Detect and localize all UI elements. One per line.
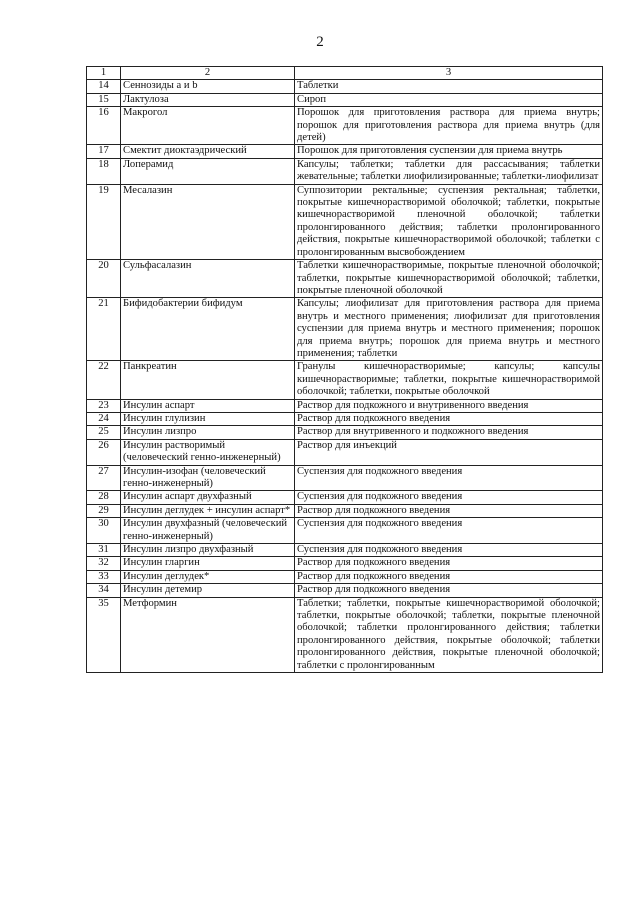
row-number: 21 (87, 298, 121, 361)
dosage-form: Таблетки (295, 80, 603, 93)
drug-name: Инсулин деглудек* (121, 570, 295, 583)
row-number: 30 (87, 518, 121, 544)
drug-name: Сульфасалазин (121, 260, 295, 298)
table-row (87, 518, 603, 544)
dosage-form: Таблетки кишечнорастворимые, покрытые пленочной оболочкой; таблетки, покрытые кишечнорастворимой оболочкой; таблетки, покрытые пленочной оболочкой (295, 260, 603, 298)
drug-name: Смектит диоктаэдрический (121, 145, 295, 158)
dosage-form: Капсулы; таблетки; таблетки для рассасывания; таблетки жевательные; таблетки лиофилизированные; таблетки-лиофилизат (295, 158, 603, 184)
drug-name: Инсулин детемир (121, 584, 295, 597)
table-row (87, 584, 603, 597)
row-number: 25 (87, 426, 121, 439)
table-row (87, 298, 603, 361)
table-row (87, 361, 603, 399)
dosage-form: Порошок для приготовления суспензии для приема внутрь (295, 145, 603, 158)
row-number: 22 (87, 361, 121, 399)
dosage-form: Суспензия для подкожного введения (295, 465, 603, 491)
header-row (87, 67, 603, 80)
dosage-form: Таблетки; таблетки, покрытые кишечнорастворимой оболочкой; таблетки, покрытые оболочкой; таблетки, покрытые пленочной оболочкой; таблетки пролонгированного действия; таблетки пролонгированного действия, покрытые оболочкой; таблетки пролонгированного действия, покрытые пленочной оболочкой; таблетки с пролонгированным (295, 597, 603, 672)
drug-name: Макрогол (121, 107, 295, 145)
row-number: 20 (87, 260, 121, 298)
drug-name: Инсулин лизпро двухфазный (121, 544, 295, 557)
dosage-form: Капсулы; лиофилизат для приготовления раствора для приема внутрь и местного применения; лиофилизат для приготовления суспензии для приема внутрь и местного применения; порошок для приема внутрь; порошок для приема внутрь и местного применения; таблетки (295, 298, 603, 361)
drug-name: Инсулин-изофан (человеческий генно-инженерный) (121, 465, 295, 491)
dosage-form: Раствор для внутривенного и подкожного введения (295, 426, 603, 439)
drug-name: Инсулин деглудек + инсулин аспарт* (121, 504, 295, 517)
drug-name: Инсулин глулизин (121, 412, 295, 425)
row-number: 17 (87, 145, 121, 158)
table-row (87, 491, 603, 504)
table-row (87, 504, 603, 517)
dosage-form: Суспензия для подкожного введения (295, 518, 603, 544)
table-row (87, 570, 603, 583)
row-number: 16 (87, 107, 121, 145)
drug-name: Месалазин (121, 184, 295, 259)
drug-name: Инсулин двухфазный (человеческий генно-инженерный) (121, 518, 295, 544)
table-row (87, 80, 603, 93)
dosage-form: Раствор для подкожного введения (295, 412, 603, 425)
table-row (87, 399, 603, 412)
dosage-form: Суспензия для подкожного введения (295, 491, 603, 504)
table-row (87, 544, 603, 557)
drug-name: Сеннозиды а и b (121, 80, 295, 93)
page-number: 2 (316, 34, 324, 50)
row-number: 32 (87, 557, 121, 570)
drug-name: Метформин (121, 597, 295, 672)
row-number: 24 (87, 412, 121, 425)
dosage-form: Раствор для инъекций (295, 439, 603, 465)
drug-name: Лоперамид (121, 158, 295, 184)
row-number: 31 (87, 544, 121, 557)
table-row (87, 465, 603, 491)
row-number: 35 (87, 597, 121, 672)
dosage-form: Суппозитории ректальные; суспензия ректальная; таблетки, покрытые кишечнорастворимой оболочкой; таблетки, покрытые кишечнорастворимой пленочной оболочкой; таблетки пролонгированного действия; таблетки пролонгированного действия, покрытые кишечнорастворимой оболочкой; таблетки с пролонгированным высвобождением (295, 184, 603, 259)
drug-name: Панкреатин (121, 361, 295, 399)
table-row (87, 107, 603, 145)
table-row (87, 184, 603, 259)
row-number: 26 (87, 439, 121, 465)
drug-name: Инсулин аспарт (121, 399, 295, 412)
row-number: 18 (87, 158, 121, 184)
drug-name: Лактулоза (121, 93, 295, 106)
table-row (87, 412, 603, 425)
dosage-form: Гранулы кишечнорастворимые; капсулы; капсулы кишечнорастворимые; таблетки, покрытые кишечнорастворимой оболочкой; таблетки, покрытые оболочкой (295, 361, 603, 399)
header-cell-form: 3 (295, 67, 603, 80)
dosage-form: Раствор для подкожного введения (295, 504, 603, 517)
table-row (87, 426, 603, 439)
dosage-form: Порошок для приготовления раствора для приема внутрь; порошок для приготовления раствора для приема внутрь (для детей) (295, 107, 603, 145)
table-row (87, 158, 603, 184)
table-row (87, 557, 603, 570)
row-number: 34 (87, 584, 121, 597)
row-number: 14 (87, 80, 121, 93)
row-number: 19 (87, 184, 121, 259)
dosage-form: Раствор для подкожного введения (295, 570, 603, 583)
header-cell-name: 2 (121, 67, 295, 80)
row-number: 23 (87, 399, 121, 412)
drug-table (86, 66, 603, 673)
dosage-form: Раствор для подкожного и внутривенного введения (295, 399, 603, 412)
table-row (87, 145, 603, 158)
drug-name: Инсулин лизпро (121, 426, 295, 439)
table-row (87, 260, 603, 298)
table-row (87, 93, 603, 106)
table-row (87, 439, 603, 465)
row-number: 15 (87, 93, 121, 106)
dosage-form: Раствор для подкожного введения (295, 584, 603, 597)
row-number: 28 (87, 491, 121, 504)
header-cell-number: 1 (87, 67, 121, 80)
dosage-form: Сироп (295, 93, 603, 106)
drug-name: Бифидобактерии бифидум (121, 298, 295, 361)
drug-name: Инсулин аспарт двухфазный (121, 491, 295, 504)
row-number: 29 (87, 504, 121, 517)
drug-name: Инсулин гларгин (121, 557, 295, 570)
dosage-form: Раствор для подкожного введения (295, 557, 603, 570)
drug-name: Инсулин растворимый (человеческий генно-инженерный) (121, 439, 295, 465)
row-number: 27 (87, 465, 121, 491)
dosage-form: Суспензия для подкожного введения (295, 544, 603, 557)
row-number: 33 (87, 570, 121, 583)
table-row (87, 597, 603, 672)
